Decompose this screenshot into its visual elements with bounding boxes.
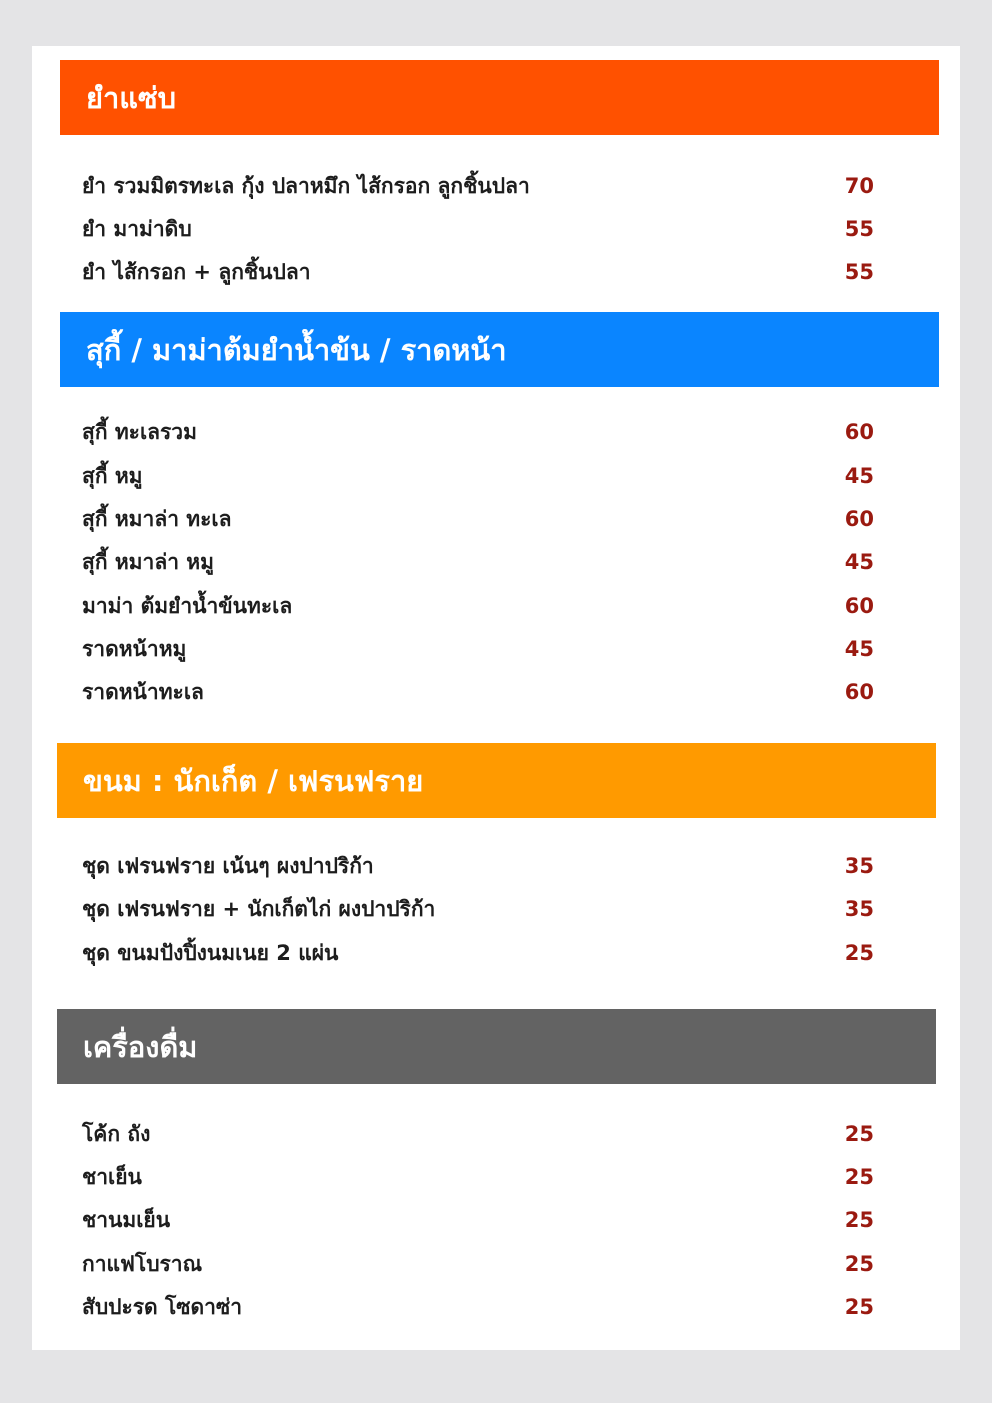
menu-item-name: ชุด ขนมปังปิ้งนมเนย 2 แผ่น	[82, 940, 339, 965]
menu-item-name: กาแฟโบราณ	[82, 1251, 203, 1276]
menu-item-name: ราดหน้าหมู	[82, 636, 187, 661]
menu-item	[82, 1287, 874, 1327]
menu-item-price: 45	[844, 637, 874, 661]
menu-item-price: 25	[844, 1122, 874, 1146]
section-title: สุกี้ / มาม่าต้มยำน้ำข้น / ราดหน้า	[86, 332, 507, 367]
menu-item	[82, 1157, 874, 1197]
menu-item-price: 60	[844, 507, 874, 531]
section-header-snacks	[57, 743, 936, 818]
menu-item	[82, 672, 874, 712]
section-header-drinks	[57, 1009, 936, 1084]
menu-item-name: สุกี้ หมู	[82, 463, 143, 488]
menu-item	[82, 456, 874, 496]
menu-item-price: 55	[844, 260, 874, 284]
section-title: เครื่องดื่ม	[83, 1029, 198, 1064]
menu-item	[82, 846, 874, 886]
menu-item-price: 25	[844, 1295, 874, 1319]
menu-item-name: สุกี้ หมาล่า ทะเล	[82, 506, 232, 531]
section-header-yam	[60, 60, 939, 135]
menu-item	[82, 542, 874, 582]
menu-item-price: 60	[844, 680, 874, 704]
menu-item	[82, 1114, 874, 1154]
menu-item-price: 25	[844, 1252, 874, 1276]
menu-item-price: 45	[844, 550, 874, 574]
menu-item-price: 35	[844, 897, 874, 921]
menu-item	[82, 933, 874, 973]
menu-item-name: สุกี้ หมาล่า หมู	[82, 549, 214, 574]
section-title: ยำแซ่บ	[86, 80, 177, 115]
menu-item-name: ยำ มาม่าดิบ	[82, 216, 192, 241]
menu-item-price: 25	[844, 941, 874, 965]
menu-item-name: สุกี้ ทะเลรวม	[82, 419, 197, 444]
menu-item-price: 70	[844, 174, 874, 198]
section-header-suki	[60, 312, 939, 387]
menu-item	[82, 209, 874, 249]
menu-item-name: โค้ก ถัง	[82, 1121, 151, 1146]
menu-item	[82, 586, 874, 626]
menu-item	[82, 889, 874, 929]
menu-item	[82, 499, 874, 539]
menu-item	[82, 629, 874, 669]
menu-item-name: ชาเย็น	[82, 1164, 142, 1189]
menu-item	[82, 412, 874, 452]
menu-item	[82, 1244, 874, 1284]
menu-item-price: 25	[844, 1208, 874, 1232]
menu-item-price: 35	[844, 854, 874, 878]
menu-item-name: ราดหน้าทะเล	[82, 679, 204, 704]
menu-item-name: ชานมเย็น	[82, 1207, 171, 1232]
menu-item	[82, 166, 874, 206]
menu-item-price: 45	[844, 464, 874, 488]
menu-item-name: ชุด เฟรนฟราย + นักเก็ตไก่ ผงปาปริก้า	[82, 896, 436, 921]
menu-item-price: 25	[844, 1165, 874, 1189]
menu-item-name: ชุด เฟรนฟราย เน้นๆ ผงปาปริก้า	[82, 853, 374, 878]
menu-item	[82, 252, 874, 292]
menu-item	[82, 1200, 874, 1240]
menu-item-price: 60	[844, 594, 874, 618]
section-title: ขนม : นักเก็ต / เฟรนฟราย	[83, 763, 424, 798]
menu-item-name: ยำ ไส้กรอก + ลูกชิ้นปลา	[82, 259, 311, 284]
menu-item-name: มาม่า ต้มยำน้ำข้นทะเล	[82, 593, 293, 618]
menu-page	[32, 46, 960, 1350]
menu-item-price: 55	[844, 217, 874, 241]
menu-item-price: 60	[844, 420, 874, 444]
menu-item-name: ยำ รวมมิตรทะเล กุ้ง ปลาหมึก ไส้กรอก ลูกชิ้นปลา	[82, 173, 530, 198]
menu-item-name: สับปะรด โซดาซ่า	[82, 1294, 242, 1319]
